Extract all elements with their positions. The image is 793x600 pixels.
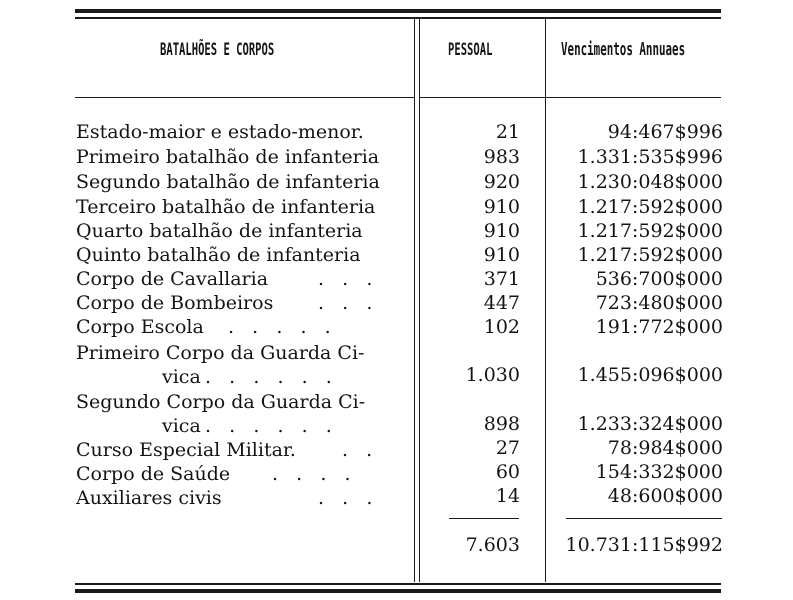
row-salary: 1.233:324$000: [577, 413, 723, 435]
dot-leader: . .: [342, 439, 373, 461]
total-personnel: 7.603: [465, 534, 520, 556]
row-name: Corpo de Cavallaria: [76, 268, 269, 290]
total-salaries: 10.731:115$992: [565, 534, 723, 556]
row-name: Primeiro batalhão de infanteria: [76, 146, 380, 168]
row-salary: 94:467$996: [607, 121, 723, 143]
row-salary: 48:600$000: [607, 485, 723, 507]
row-salary: 723:480$000: [595, 292, 723, 314]
header-annual-salaries: Vencimentos Annuaes: [561, 40, 686, 60]
row-salary: 1.331:535$996: [577, 146, 723, 168]
row-salary: 154:332$000: [595, 461, 723, 483]
column-divider-right: [545, 18, 546, 582]
header-underline-personnel: [420, 97, 545, 98]
dot-leader: . . . .: [272, 463, 351, 485]
row-salary: 1.217:592$000: [577, 220, 723, 242]
row-personnel: 983: [483, 146, 520, 168]
row-personnel: 27: [495, 437, 520, 459]
row-personnel: 371: [483, 268, 520, 290]
row-personnel: 910: [483, 244, 520, 266]
header-underline-name: [75, 97, 414, 98]
row-salary: 1.230:048$000: [577, 171, 723, 193]
column-divider-left: [414, 18, 415, 582]
header-battalions: BATALHÕES E CORPOS: [160, 40, 275, 60]
row-name: Terceiro batalhão de infanteria: [76, 196, 376, 218]
row-salary: 1.217:592$000: [577, 244, 723, 266]
top-double-rule-thin: [75, 17, 721, 19]
top-double-rule-thick: [75, 9, 721, 13]
row-personnel: 910: [483, 220, 520, 242]
row-name: Segundo batalhão de infanteria: [76, 171, 380, 193]
row-name: Corpo Escola: [76, 316, 204, 338]
row-personnel: 60: [495, 461, 520, 483]
row-personnel: 920: [483, 171, 520, 193]
row-salary: 78:984$000: [607, 437, 723, 459]
row-salary: 536:700$000: [595, 268, 723, 290]
row-name: Estado-maior e estado-menor.: [76, 121, 364, 143]
row-personnel: 102: [483, 316, 520, 338]
column-divider-left-double: [419, 18, 420, 582]
row-personnel: 898: [483, 413, 520, 435]
row-name: Quarto batalhão de infanteria: [76, 220, 363, 242]
header-underline-salaries: [546, 97, 721, 98]
dot-leader: . . . . .: [228, 316, 331, 338]
row-salary: 1.455:096$000: [577, 364, 723, 386]
bottom-double-rule-thick: [75, 589, 721, 593]
row-salary: 191:772$000: [595, 316, 723, 338]
bottom-double-rule-thin: [75, 583, 721, 585]
row-name: Corpo de Bombeiros: [76, 292, 274, 314]
dot-leader: . . . . . .: [205, 366, 332, 388]
row-personnel: 1.030: [465, 364, 520, 386]
row-name-continuation: vica: [162, 415, 201, 437]
dot-leader: . . .: [318, 487, 373, 509]
row-name: Curso Especial Militar.: [76, 439, 296, 461]
row-name: Segundo Corpo da Guarda Ci-: [76, 391, 366, 413]
row-personnel: 447: [483, 292, 520, 314]
row-personnel: 21: [495, 121, 520, 143]
row-personnel: 910: [483, 196, 520, 218]
row-personnel: 14: [495, 485, 520, 507]
header-personnel: PESSOAL: [448, 40, 493, 60]
dot-leader: . . .: [318, 268, 373, 290]
row-name-continuation: vica: [162, 366, 201, 388]
sum-rule-salaries: [566, 518, 722, 519]
row-name: Quinto batalhão de infanteria: [76, 244, 361, 266]
row-name: Auxiliares civis: [76, 487, 222, 509]
row-name: Corpo de Saúde: [76, 463, 231, 485]
dot-leader: . . . . . .: [205, 415, 332, 437]
row-salary: 1.217:592$000: [577, 196, 723, 218]
dot-leader: . . .: [318, 292, 373, 314]
sum-rule-personnel: [449, 518, 519, 519]
row-name: Primeiro Corpo da Guarda Ci-: [76, 342, 365, 364]
